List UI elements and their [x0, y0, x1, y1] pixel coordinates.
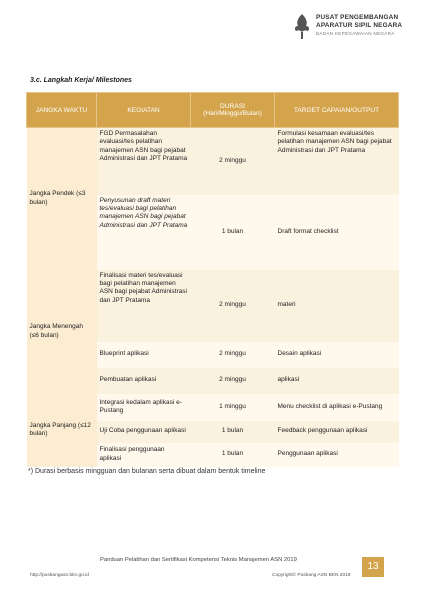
- table-row: [27, 128, 399, 195]
- durasi-cell: 2 minggu: [191, 270, 275, 342]
- kegiatan-cell: Blueprint aplikasi: [97, 342, 191, 368]
- logo-line-1: PUSAT PENGEMBANGAN: [316, 14, 399, 21]
- kegiatan-cell: Penyusunan draft materi tes/evaluasi bagi pelatihan manajemen ASN bagi pejabat Administrasi dan JPT Pratama: [97, 195, 191, 270]
- period-cell: Jangka Pendek (≤3 bulan): [27, 128, 97, 270]
- logo-line-3: BADAN KEPEGAWAIAN NEGARA: [316, 31, 395, 36]
- durasi-cell: 2 minggu: [191, 342, 275, 368]
- target-cell: materi: [275, 270, 399, 342]
- milestones-table: [26, 92, 399, 467]
- durasi-cell: 1 bulan: [191, 195, 275, 270]
- footnote: *) Durasi berbasis mingguan dan bulanan serta dibuat dalam bentuk timeline: [28, 468, 266, 475]
- target-cell: aplikasi: [275, 368, 399, 394]
- page-number: 13: [362, 557, 384, 577]
- period-cell: Jangka Panjang (≤12 bulan): [27, 394, 97, 467]
- kegiatan-cell: Uji Coba penggunaan aplikasi: [97, 421, 191, 443]
- header-durasi: DURASI (Hari/Minggu/Bulan): [191, 93, 275, 128]
- target-cell: Desain aplikasi: [275, 342, 399, 368]
- logo-line-2: APARATUR SIPIL NEGARA: [316, 22, 403, 29]
- footer-copyright: Copyright© Pusbang ASN BKN 2019: [272, 573, 351, 578]
- kegiatan-cell: Finalisasi penggunaan aplikasi: [97, 443, 191, 467]
- header-target: TARGET CAPAIAN/OUTPUT: [275, 93, 399, 128]
- footer-website[interactable]: http://pusbangasn.bkn.go.id: [30, 573, 89, 578]
- table-row: [27, 270, 399, 342]
- durasi-cell: 1 bulan: [191, 421, 275, 443]
- durasi-cell: 2 minggu: [191, 128, 275, 195]
- target-cell: Feedback penggunaan aplikasi: [275, 421, 399, 443]
- period-cell: Jangka Menengah (≤6 bulan): [27, 270, 97, 394]
- target-cell: Formulasi kesamaan evaluasi/tes pelatihan manajemen ASN bagi pejabat Administrasi dan JPT Pratama: [275, 128, 399, 195]
- garuda-logo-icon: [292, 12, 312, 40]
- kegiatan-cell: Integrasi kedalam aplikasi e-Pustang: [97, 394, 191, 421]
- header-jangka-waktu: JANGKA WAKTU: [27, 93, 97, 128]
- kegiatan-cell: FGD Permasalahan evaluasi/tes pelatihan manajemen ASN bagi pejabat Administrasi dan JPT Pratama: [97, 128, 191, 195]
- kegiatan-cell: Pembuatan aplikasi: [97, 368, 191, 394]
- footer-title: Panduan Pelatihan dan Sertifikasi Kompetensi Teknis Manajemen ASN 2019: [100, 557, 297, 563]
- section-title: 3.c. Langkah Kerja/ Milestones: [30, 77, 132, 84]
- durasi-cell: 1 minggu: [191, 394, 275, 421]
- table-row: [27, 394, 399, 421]
- target-cell: Menu checklist di aplikasi e-Pustang: [275, 394, 399, 421]
- durasi-cell: 1 bulan: [191, 443, 275, 467]
- header-kegiatan: KEGIATAN: [97, 93, 191, 128]
- kegiatan-cell: Finalisasi materi tes/evaluasi bagi pelatihan manajemen ASN bagi pejabat Administrasi dan JPT Pratama: [97, 270, 191, 342]
- target-cell: Penggunaan aplikasi: [275, 443, 399, 467]
- durasi-cell: 2 minggu: [191, 368, 275, 394]
- target-cell: Draft format checklist: [275, 195, 399, 270]
- logo: [292, 10, 412, 50]
- table-header-row: [27, 93, 399, 128]
